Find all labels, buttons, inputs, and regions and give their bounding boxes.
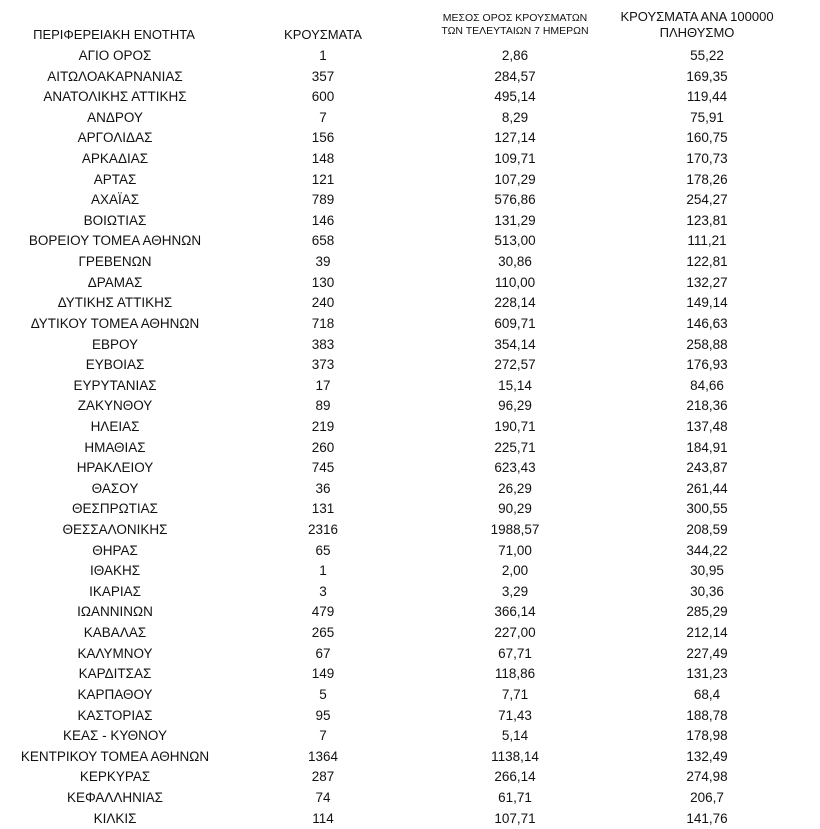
- table-row: [0, 458, 820, 479]
- cases-cell: 240: [311, 295, 335, 311]
- cases-cell: 265: [311, 625, 335, 641]
- cases-cell: 479: [311, 604, 335, 620]
- region-cell: ΘΕΣΠΡΩΤΙΑΣ: [71, 501, 159, 517]
- cases-cell: 2316: [307, 522, 339, 538]
- region-cell: ΙΘΑΚΗΣ: [89, 563, 141, 579]
- region-cell: ΚΑΡΔΙΤΣΑΣ: [78, 666, 152, 682]
- region-cell: ΚΑΒΑΛΑΣ: [83, 625, 147, 641]
- average-cell: 110,00: [494, 274, 536, 290]
- header-per-line2: ΠΛΗΘΥΣΜΟ: [659, 25, 735, 40]
- cases-cell: 219: [311, 418, 335, 434]
- region-cell: ΔΥΤΙΚΟΥ ΤΟΜΕΑ ΑΘΗΝΩΝ: [30, 315, 200, 331]
- table-body: [0, 46, 820, 829]
- region-cell: ΒΟΡΕΙΟΥ ΤΟΜΕΑ ΑΘΗΝΩΝ: [28, 233, 202, 249]
- per-100k-cell: 131,23: [686, 666, 728, 682]
- average-cell: 1138,14: [491, 748, 539, 764]
- average-cell: 272,57: [494, 357, 536, 373]
- per-100k-cell: 146,63: [686, 315, 728, 331]
- average-cell: 228,14: [494, 295, 536, 311]
- table-row: [0, 644, 820, 665]
- cases-cell: 7: [319, 109, 327, 125]
- table-row: [0, 396, 820, 417]
- per-100k-cell: 55,22: [690, 48, 724, 63]
- cases-cell: 146: [311, 212, 335, 228]
- header-avg-line2: ΤΩΝ ΤΕΛΕΥΤΑΙΩΝ 7 ΗΜΕΡΩΝ: [441, 25, 589, 37]
- per-100k-cell: 176,93: [686, 357, 728, 373]
- header-per-line1: ΚΡΟΥΣΜΑΤΑ ΑΝΑ 100000: [620, 9, 774, 24]
- table-row: [0, 355, 820, 376]
- cases-cell: 3: [319, 583, 327, 599]
- region-cell: ΚΕΡΚΥΡΑΣ: [79, 769, 151, 785]
- cases-cell: 67: [315, 645, 331, 661]
- region-cell: ΗΛΕΙΑΣ: [90, 418, 140, 434]
- average-cell: 3,29: [501, 583, 529, 599]
- cases-cell: 287: [311, 769, 335, 785]
- per-100k-cell: 30,95: [690, 563, 724, 579]
- table-row: [0, 706, 820, 727]
- cases-cell: 658: [311, 233, 335, 249]
- average-cell: 109,71: [494, 151, 536, 167]
- average-cell: 190,71: [494, 418, 536, 434]
- table-row: [0, 479, 820, 500]
- average-cell: 623,43: [494, 460, 536, 476]
- per-100k-cell: 132,27: [686, 274, 728, 290]
- average-cell: 7,71: [501, 686, 529, 702]
- per-100k-cell: 132,49: [686, 748, 728, 764]
- table-row: [0, 809, 820, 829]
- average-cell: 354,14: [494, 336, 536, 352]
- average-cell: 107,71: [494, 810, 536, 826]
- average-cell: 118,86: [494, 666, 536, 682]
- cases-cell: 745: [311, 460, 335, 476]
- per-100k-cell: 178,26: [686, 171, 728, 187]
- average-cell: 495,14: [494, 89, 536, 105]
- cases-cell: 131: [311, 501, 335, 517]
- average-cell: 71,43: [498, 707, 532, 723]
- table-row: [0, 561, 820, 582]
- region-cell: ΕΥΒΟΙΑΣ: [85, 357, 145, 373]
- region-cell: ΚΕΦΑΛΛΗΝΙΑΣ: [66, 789, 164, 805]
- per-100k-cell: 122,81: [686, 254, 728, 270]
- per-100k-cell: 123,81: [686, 212, 728, 228]
- average-cell: 266,14: [494, 769, 536, 785]
- cases-cell: 7: [319, 728, 327, 744]
- region-cell: ΕΒΡΟΥ: [91, 336, 139, 352]
- per-100k-cell: 285,29: [686, 604, 728, 620]
- cases-cell: 121: [311, 171, 335, 187]
- average-cell: 67,71: [498, 645, 532, 661]
- table-row: [0, 211, 820, 232]
- per-100k-cell: 178,98: [686, 728, 728, 744]
- header-cases: ΚΡΟΥΣΜΑΤΑ: [284, 27, 362, 42]
- per-100k-cell: 111,21: [687, 233, 727, 249]
- cases-cell: 600: [311, 89, 335, 105]
- per-100k-cell: 170,73: [686, 151, 728, 167]
- cases-cell: 65: [315, 542, 331, 558]
- region-cell: ΑΧΑΪΑΣ: [90, 192, 140, 208]
- average-cell: 127,14: [494, 130, 536, 146]
- cases-cell: 39: [315, 254, 331, 270]
- per-100k-cell: 160,75: [686, 130, 728, 146]
- table-row: [0, 67, 820, 88]
- table-row: [0, 417, 820, 438]
- average-cell: 96,29: [498, 398, 532, 414]
- table-row: [0, 87, 820, 108]
- region-cell: ΑΝΔΡΟΥ: [87, 109, 143, 125]
- table-row: [0, 128, 820, 149]
- average-cell: 2,86: [501, 48, 529, 63]
- per-100k-cell: 141,76: [686, 810, 728, 826]
- per-100k-cell: 212,14: [686, 625, 728, 641]
- table-row: [0, 685, 820, 706]
- region-cell: ΓΡΕΒΕΝΩΝ: [78, 254, 152, 270]
- table-row: [0, 231, 820, 252]
- cases-cell: 718: [311, 315, 335, 331]
- table-row: [0, 46, 820, 67]
- header-avg-line1: ΜΕΣΟΣ ΟΡΟΣ ΚΡΟΥΣΜΑΤΩΝ: [442, 12, 588, 24]
- average-cell: 8,29: [501, 109, 529, 125]
- table-row: [0, 273, 820, 294]
- average-cell: 284,57: [494, 68, 536, 84]
- cases-cell: 1364: [307, 748, 339, 764]
- region-cell: ΑΡΚΑΔΙΑΣ: [81, 151, 149, 167]
- table-row: [0, 252, 820, 273]
- per-100k-cell: 149,14: [686, 295, 728, 311]
- region-cell: ΔΥΤΙΚΗΣ ΑΤΤΙΚΗΣ: [57, 295, 173, 311]
- cases-cell: 373: [311, 357, 335, 373]
- table-row: [0, 314, 820, 335]
- per-100k-cell: 184,91: [686, 439, 728, 455]
- cases-cell: 5: [319, 686, 327, 702]
- region-cell: ΔΡΑΜΑΣ: [87, 274, 143, 290]
- table-row: [0, 664, 820, 685]
- table-row: [0, 520, 820, 541]
- average-cell: 61,71: [498, 789, 532, 805]
- per-100k-cell: 84,66: [690, 377, 724, 393]
- region-cell: ΙΚΑΡΙΑΣ: [89, 583, 141, 599]
- table-row: [0, 767, 820, 788]
- per-100k-cell: 261,44: [686, 480, 728, 496]
- table-row: [0, 499, 820, 520]
- cases-cell: 130: [311, 274, 335, 290]
- per-100k-cell: 68,4: [693, 686, 721, 702]
- per-100k-cell: 30,36: [690, 583, 724, 599]
- region-cell: ΗΡΑΚΛΕΙΟΥ: [76, 460, 154, 476]
- header-seven-day-average: [410, 12, 620, 38]
- cases-cell: 1: [319, 563, 327, 579]
- table-row: [0, 149, 820, 170]
- cases-cell: 148: [311, 151, 335, 167]
- region-cell: ΘΑΣΟΥ: [91, 480, 139, 496]
- average-cell: 2,00: [501, 563, 529, 579]
- table-row: [0, 108, 820, 129]
- region-cell: ΚΑΡΠΑΘΟΥ: [77, 686, 153, 702]
- table-row: [0, 376, 820, 397]
- average-cell: 366,14: [494, 604, 536, 620]
- per-100k-cell: 254,27: [686, 192, 728, 208]
- region-cell: ΒΟΙΩΤΙΑΣ: [83, 212, 147, 228]
- table-row: [0, 747, 820, 768]
- cases-cell: 789: [311, 192, 335, 208]
- cases-cell: 149: [311, 666, 335, 682]
- per-100k-cell: 258,88: [686, 336, 728, 352]
- per-100k-cell: 75,91: [690, 109, 724, 125]
- per-100k-cell: 344,22: [686, 542, 728, 558]
- table-row: [0, 541, 820, 562]
- region-cell: ΚΙΛΚΙΣ: [93, 810, 137, 826]
- average-cell: 227,00: [494, 625, 536, 641]
- cases-cell: 114: [312, 810, 334, 826]
- average-cell: 225,71: [494, 439, 536, 455]
- per-100k-cell: 119,44: [686, 89, 728, 105]
- region-cell: ΖΑΚΥΝΘΟΥ: [77, 398, 153, 414]
- region-cell: ΚΕΝΤΡΙΚΟΥ ΤΟΜΕΑ ΑΘΗΝΩΝ: [20, 748, 210, 764]
- cases-cell: 95: [315, 707, 331, 723]
- per-100k-cell: 274,98: [686, 769, 728, 785]
- region-cell: ΚΑΣΤΟΡΙΑΣ: [77, 707, 153, 723]
- average-cell: 131,29: [494, 212, 536, 228]
- per-100k-cell: 218,36: [686, 398, 728, 414]
- cases-cell: 260: [311, 439, 335, 455]
- average-cell: 513,00: [494, 233, 536, 249]
- per-100k-cell: 206,7: [690, 789, 724, 805]
- average-cell: 576,86: [494, 192, 536, 208]
- region-cell: ΘΕΣΣΑΛΟΝΙΚΗΣ: [62, 522, 168, 538]
- cases-cell: 1: [319, 48, 327, 63]
- table-row: [0, 335, 820, 356]
- region-cell: ΙΩΑΝΝΙΝΩΝ: [77, 604, 153, 620]
- table-row: [0, 293, 820, 314]
- average-cell: 5,14: [501, 728, 529, 744]
- per-100k-cell: 137,48: [686, 418, 728, 434]
- table-row: [0, 788, 820, 809]
- per-100k-cell: 300,55: [686, 501, 728, 517]
- table-row: [0, 438, 820, 459]
- table-row: [0, 623, 820, 644]
- table-row: [0, 170, 820, 191]
- average-cell: 107,29: [494, 171, 536, 187]
- average-cell: 1988,57: [490, 522, 540, 538]
- average-cell: 26,29: [498, 480, 532, 496]
- table-row: [0, 726, 820, 747]
- table-row: [0, 582, 820, 603]
- average-cell: 15,14: [498, 377, 532, 393]
- cases-cell: 89: [315, 398, 331, 414]
- region-cell: ΑΡΤΑΣ: [93, 171, 137, 187]
- cases-cell: 383: [311, 336, 335, 352]
- cases-cell: 17: [315, 377, 331, 393]
- cases-cell: 156: [311, 130, 335, 146]
- region-cell: ΕΥΡΥΤΑΝΙΑΣ: [73, 377, 157, 393]
- per-100k-cell: 188,78: [686, 707, 728, 723]
- per-100k-cell: 208,59: [686, 522, 728, 538]
- region-cell: ΑΙΤΩΛΟΑΚΑΡΝΑΝΙΑΣ: [47, 68, 183, 84]
- table-row: [0, 190, 820, 211]
- per-100k-cell: 169,35: [686, 68, 728, 84]
- region-cell: ΚΑΛΥΜΝΟΥ: [77, 645, 153, 661]
- per-100k-cell: 243,87: [686, 460, 728, 476]
- average-cell: 30,86: [498, 254, 532, 270]
- header-region: ΠΕΡΙΦΕΡΕΙΑΚΗ ΕΝΟΤΗΤΑ: [33, 27, 195, 42]
- average-cell: 71,00: [498, 542, 532, 558]
- cases-cell: 36: [315, 480, 331, 496]
- per-100k-cell: 227,49: [686, 645, 728, 661]
- header-cases-per-100k: [612, 9, 782, 41]
- region-cell: ΑΓΙΟ ΟΡΟΣ: [78, 48, 152, 63]
- region-cell: ΘΗΡΑΣ: [92, 542, 138, 558]
- average-cell: 609,71: [494, 315, 536, 331]
- table-row: [0, 602, 820, 623]
- region-cell: ΑΝΑΤΟΛΙΚΗΣ ΑΤΤΙΚΗΣ: [43, 89, 187, 105]
- average-cell: 90,29: [498, 501, 532, 517]
- region-cell: ΗΜΑΘΙΑΣ: [84, 439, 146, 455]
- region-cell: ΑΡΓΟΛΙΔΑΣ: [77, 130, 153, 146]
- cases-cell: 74: [315, 789, 331, 805]
- region-cell: ΚΕΑΣ - ΚΥΘΝΟΥ: [63, 728, 167, 744]
- cases-cell: 357: [311, 68, 335, 84]
